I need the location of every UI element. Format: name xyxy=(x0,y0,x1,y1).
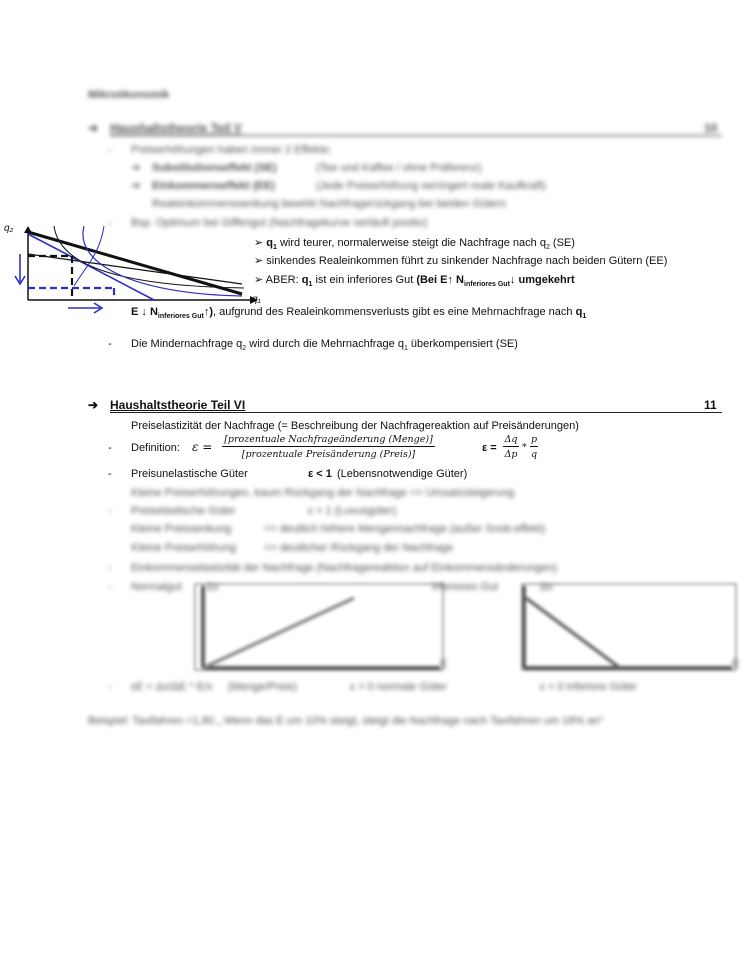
blur-line-7c: ε > 0 normale Güter xyxy=(350,681,447,693)
dash: - xyxy=(108,581,112,593)
section-vi-arrow: ➔ xyxy=(88,398,99,412)
normal-good-x-label: E xyxy=(440,658,448,670)
inferior-good-y-label: Δx xyxy=(540,581,553,593)
inelastic-desc: (Lebensnotwendige Güter) xyxy=(337,468,468,480)
dash: - xyxy=(108,442,112,454)
blur-line-2b: ε > 1 (Luxusgüter) xyxy=(308,505,397,517)
giffen-x-label: q₁ xyxy=(252,294,261,305)
dash: - xyxy=(108,505,112,517)
section-v-arrow: ➔ xyxy=(88,121,99,135)
effect-desc-1: (Tee und Kaffee / ohne Präferenz) xyxy=(316,162,482,174)
normal-good-graph xyxy=(190,578,450,678)
blur-line-3a: Kleine Preissenkung xyxy=(131,523,232,535)
bullet-1: ➢ $q_1$ wird teurer, normalerweise steigt die Nachfrage nach $q_2$ (SE) xyxy=(254,237,575,252)
effect-label-2: Einkommenseffekt (EE) xyxy=(152,180,275,192)
effect-desc-2: (Jede Preiserhöhung verringert reale Kaufkraft) xyxy=(316,180,546,192)
effect-note: Realeinkommenssenkung bewirkt Nachfragerückgang bei beiden Gütern xyxy=(152,198,507,210)
dash: - xyxy=(108,468,112,480)
section-v-title: Haushaltstheorie Teil V xyxy=(110,121,242,135)
blur-line-7a: εE = Δx/ΔE * E/x xyxy=(131,681,213,693)
bullet-3: ➢ ABER: $q_1$ ist ein inferiores Gut (Bei E↑ $N_{inferiores Gut}↓$ umgekehrt xyxy=(254,274,575,289)
times: * xyxy=(522,442,527,453)
delta-p: Δp xyxy=(504,449,518,460)
dash: - xyxy=(108,144,112,156)
dash: - xyxy=(108,217,112,229)
effect-label-1: Substitutionseffekt (SE) xyxy=(152,162,277,174)
dash: - xyxy=(108,681,112,693)
example-line: Beispiel: Taxifahren =1,80 „ Wenn das E um 10% steigt, steigt die Nachfrage nach Taxifahren um 18% an“ xyxy=(88,715,604,727)
section-v-rule xyxy=(110,135,722,136)
header-title: Mikroökonomik xyxy=(88,89,170,101)
definition-label: Definition: xyxy=(131,442,180,454)
section-vi-page: 11 xyxy=(704,398,717,412)
continuation-line: E ↓ $N_{inferiores Gut}↑$), aufgrund des Realeinkommensverlusts gibt es eine Mehrnachfrage nach $q_1$ xyxy=(131,306,587,321)
bullet-mark: ➢ xyxy=(254,255,264,267)
overcompensation-line: Die Mindernachfrage $q_2$ wird durch die Mehrnachfrage $q_1$ überkompensiert (SE) xyxy=(131,338,518,353)
dash: - xyxy=(108,338,112,350)
blur-line-1: Kleine Preiserhöhungen, kaum Rückgang der Nachfrage => Umsatzsteigerung xyxy=(131,487,515,499)
delta-q: Δq xyxy=(504,434,518,445)
blur-line-4a: Kleine Preiserhöhung xyxy=(131,542,237,554)
blur-line-2a: Preiselastische Güter xyxy=(131,505,236,517)
epsilon-eq: ε = xyxy=(192,440,213,454)
section-vi-rule xyxy=(110,412,722,413)
blur-line-4b: => deutlicher Rückgang der Nachfrage xyxy=(264,542,453,554)
bullet-mark: ➢ xyxy=(254,237,264,249)
bullet-2: ➢ sinkendes Realeinkommen führt zu sinkender Nachfrage nach beiden Gütern (EE) xyxy=(254,255,668,267)
effect-arrow-2: ➔ xyxy=(131,180,141,192)
effect-arrow-1: ➔ xyxy=(131,162,141,174)
formula-denominator: [prozentuale Preisänderung (Preis)] xyxy=(241,449,416,460)
section-v-intro: Preiserhöhungen haben immer 2 Effekte: xyxy=(131,144,332,156)
inferior-good-x-label: E xyxy=(732,658,740,670)
blur-line-3b: => deutlich höhere Mengennachfrage (außer Snob-effekt) xyxy=(264,523,546,535)
dash: - xyxy=(108,562,112,574)
blur-line-6b: inferiores Gut xyxy=(432,581,499,593)
blur-line-6a: Normalgut xyxy=(131,581,182,593)
epsilon-eq-2: ε = xyxy=(482,442,497,454)
p: p xyxy=(530,434,538,445)
giffen-line: Bsp. Optimum bei Giffengut (Nachfragekurve verläuft positiv) xyxy=(131,217,428,229)
section-vi-title: Haushaltstheorie Teil VI xyxy=(110,398,246,412)
blur-line-5: Einkommenselastizität der Nachfrage (Nachfragereaktion auf Einkommensänderungen) xyxy=(131,562,558,574)
q: q xyxy=(530,449,538,460)
section-v-page: 10 xyxy=(704,121,718,135)
normal-good-y-label: Δx xyxy=(206,581,219,593)
formula-numerator: [prozentuale Nachfrageänderung (Menge)] xyxy=(222,434,435,447)
blur-line-7d: ε < 0 inferiore Güter xyxy=(540,681,637,693)
bullet-mark: ➢ xyxy=(254,274,264,286)
inelastic-condition: ε < 1 xyxy=(308,468,332,480)
blur-line-7b: (Menge/Preis) xyxy=(228,681,298,693)
inelastic-goods: Preisunelastische Güter xyxy=(131,468,248,480)
giffen-y-label: q₂ xyxy=(4,223,14,234)
elasticity-line: Preiselastizität der Nachfrage (= Beschreibung der Nachfragereaktion auf Preisänderungen) xyxy=(131,420,579,432)
